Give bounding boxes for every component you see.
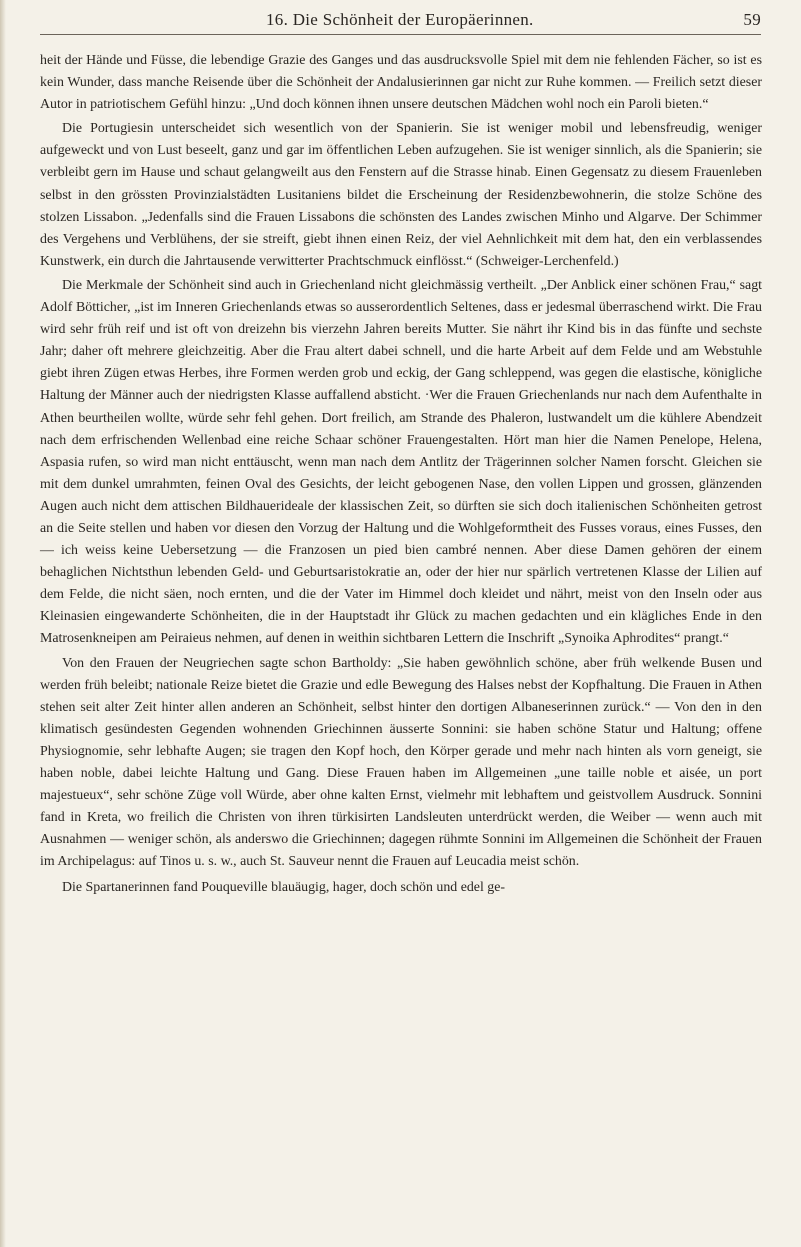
- page-number: 59: [743, 10, 761, 29]
- running-head: 16. Die Schönheit der Europäerinnen.: [266, 10, 534, 29]
- paragraph-continuation: heit der Hände und Füsse, die lebendige Grazie des Ganges und das ausdrucksvolle Spiel mit dem nie fehlenden Fächer, so ist es kein Wunder, dass manche Reisende über die Schönheit der Andalusierinnen gar nicht zur Ruhe kommen. — Freilich setzt dieser Autor in patriotischem Gefühl hinzu: „Und doch können ihnen unsere deutschen Mädchen wohl noch ein Paroli bieten.“: [40, 53, 762, 113]
- page-spine-shadow: [0, 0, 6, 1247]
- paragraph-greece: Die Merkmale der Schönheit sind auch in Griechenland nicht gleichmässig vertheilt. „Der Anblick einer schönen Frau,“ sagt Adolf Bötticher, „ist im Inneren Griechenlands etwas so ausserordentlich Seltenes, dass er jedesmal überraschend wirkt. Die Frau wird sehr früh reif und ist oft von dreizehn bis vierzehn Jahren bereits Mutter. Sie nährt ihr Kind bis in das fünfte und sechste Jahr; daher oft mehrere gleichzeitig. Aber die Frau altert dabei schnell, und die harte Arbeit auf dem Felde und am Webstuhle giebt ihren Zügen etwas Herbes, ihre Formen werden grob und eckig, der Gang schleppend, was gegen die elastische, königliche Haltung der Männer auch der niedrigsten Klasse auffallend absticht. ·Wer die Frauen Griechenlands nur nach dem Aufenthalte in Athen beurtheilen wollte, würde sehr fehl gehen. Dort freilich, am Strande des Phaleron, lustwandelt um die kühlere Abendzeit nach dem erfrischenden Wellenbad eine reiche Schaar schöner Frauengestalten. Hört man hier die Namen Penelope, Helena, Aspasia rufen, so wird man nicht enttäuscht, wenn man nach dem Antlitz der Trägerinnen solcher Namen forscht. Gleichen sie mit dem dunkel umrahmten, feinen Oval des Gesichts, der leicht gebogenen Nase, den vollen Lippen und grossen, glänzenden Augen auch nicht dem attischen Bildhauerideale der klassischen Zeit, so dürften sie sich doch italienischen Schönheiten getrost an die Seite stellen und haben vor diesen den Vorzug der Haltung und die Wohlgeformtheit des Fusses voraus, eines Fusses, den — ich weiss keine Uebersetzung — die Franzosen un pied bien cambré nennen. Aber diese Damen gehören der einem behaglichen Nichtsthun lebenden Geld- und Geburtsaristokratie an, oder der hier nur spärlich vertretenen Klasse der Lilien auf dem Felde, die nicht säen, noch ernten, und die der Vater im Himmel doch kleidet und nährt, meist von den Inseln oder aus Kleinasien eingewanderte Schönheiten, die in der Hauptstadt ihr Glück zu machen gedachten und ein klägliches Ende in den Matrosenkneipen am Peiraieus nehmen, auf denen in weithin sichtbaren Lettern die Inschrift „Synoika Aphrodites“ prangt.“: [40, 277, 762, 647]
- paragraph-portuguese: Die Portugiesin unterscheidet sich wesentlich von der Spanierin. Sie ist weniger mobil und lebensfreudig, weniger aufgeweckt und von Lust beseelt, ganz und gar im öffentlichen Leben aufzugehen. Sie ist weniger sinnlich, als die Spanierin; sie verbleibt gern im Hause und schaut gelangweilt aus den Fenstern auf die Strasse hinab. Einen Gegensatz zu diesem Frauenleben selbst in den grössten Provinzialstädten Lusitaniens bildet die Erscheinung der Residenzbewohnerin, die stolze Schöne des stolzen Lissabon. „Jedenfalls sind die Frauen Lissabons die schönsten des Landes zwischen Minho und Algarve. Der Schimmer des Vergehens und Verblühens, der sie streift, giebt ihnen einen Reiz, der viel Aehnlichkeit mit dem hat, den ein verblassendes Kunstwerk, ein durch die Jahrtausende verwitterter Prachtschmuck einflösst.“ (Schweiger-Lerchenfeld.): [40, 121, 762, 269]
- page-header: [40, 6, 761, 35]
- body-text: [40, 50, 762, 902]
- paragraph-neugriechen: Von den Frauen der Neugriechen sagte schon Bartholdy: „Sie haben gewöhnlich schöne, aber früh welkende Busen und werden früh beleibt; nationale Reize bietet die Grazie und edle Bewegung des Halses nebst der Kopfhaltung. Die Frauen in Athen stehen seit alter Zeit hinter allen anderen an Schönheit, selbst hinter den dortigen Albaneserinnen zurück.“ — Von den in den klimatisch gesündesten Gegenden wohnenden Griechinnen äusserte Sonnini: sie haben schöne Statur und Haltung; offene Physiognomie, sehr lebhafte Augen; sie tragen den Kopf hoch, den Körper gerade und mehr nach hinten als vorn geneigt, sie haben noble, dabei leichte Haltung und Gang. Diese Frauen haben im Allgemeinen „une taille noble et aisée, un port majestueux“, sehr schöne Züge voll Würde, aber ohne kalten Ernst, vielmehr mit lebhaftem und geistvollem Ausdruck. Sonnini fand in Kreta, wo freilich die Christen von ihren türkisirten Landsleuten unterdrückt werden, die Weiber — wenn auch mit Ausnahmen — weniger schön, als anderswo die Griechinnen; dagegen rühmte Sonnini im Allgemeinen die Schönheit der Frauen im Archipelagus: auf Tinos u. s. w., auch St. Sauveur nennt die Frauen auf Leucadia meist schön.: [40, 655, 762, 870]
- paragraph-spartanerinnen: Die Spartanerinnen fand Pouqueville blauäugig, hager, doch schön und edel ge-: [62, 880, 506, 896]
